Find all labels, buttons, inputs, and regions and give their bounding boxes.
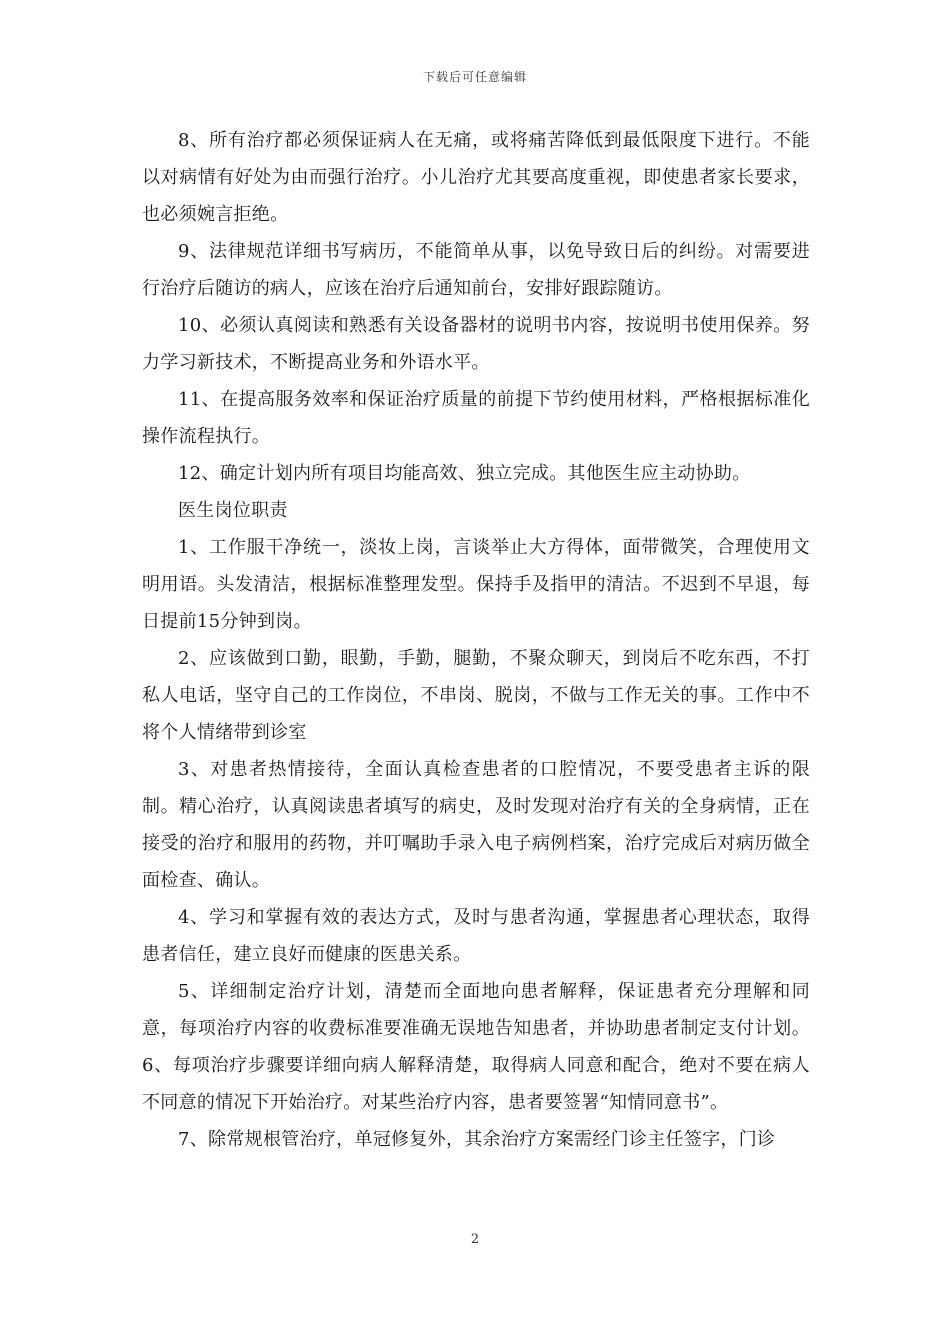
duty-item-1: 1、工作服干净统一，淡妆上岗，言谈举止大方得体，面带微笑，合理使用文明用语。头发清洁，根据标准整理发型。保持手及指甲的清洁。不迟到不早退，每日提前15分钟到岗。	[142, 537, 810, 632]
duty-item-5-6: 5、详细制定治疗计划，清楚而全面地向患者解释，保证患者充分理解和同意，每项治疗内容的收费标准要准确无误地告知患者，并协助患者制定支付计划。6、每项治疗步骤要详细向病人解释清楚，取得病人同意和配合，绝对不要在病人不同意的情况下开始治疗。对某些治疗内容，患者要签署“知情同意书”。	[142, 981, 810, 1113]
page-number: 2	[470, 1232, 480, 1247]
duty-item-2: 2、应该做到口勤，眼勤，手勤，腿勤，不聚众聊天，到岗后不吃东西，不打私人电话，坚守自己的工作岗位，不串岗、脱岗，不做与工作无关的事。工作中不将个人情绪带到诊室	[142, 648, 810, 743]
paragraph-item-10: 10、必须认真阅读和熟悉有关设备器材的说明书内容，按说明书使用保养。努力学习新技术，不断提高业务和外语水平。	[142, 315, 810, 373]
duty-item-4: 4、学习和掌握有效的表达方式，及时与患者沟通，掌握患者心理状态，取得患者信任，建立良好而健康的医患关系。	[142, 907, 810, 965]
paragraph-item-12: 12、确定计划内所有项目均能高效、独立完成。其他医生应主动协助。	[178, 463, 751, 484]
paragraph-item-9: 9、法律规范详细书写病历，不能简单从事，以免导致日后的纠纷。对需要进行治疗后随访的病人，应该在治疗后通知前台，安排好跟踪随访。	[142, 241, 810, 299]
section-heading: 医生岗位职责	[178, 500, 288, 521]
duty-item-3: 3、对患者热情接待，全面认真检查患者的口腔情况，不要受患者主诉的限制。精心治疗，认真阅读患者填写的病史，及时发现对治疗有关的全身病情，正在接受的治疗和服用的药物，并叮嘱助手录入电子病例档案，治疗完成后对病历做全面检查、确认。	[142, 759, 810, 891]
document-body	[142, 122, 810, 1158]
paragraph-item-8: 8、所有治疗都必须保证病人在无痛，或将痛苦降低到最低限度下进行。不能以对病情有好处为由而强行治疗。小儿治疗尤其要高度重视，即使患者家长要求，也必须婉言拒绝。	[142, 130, 810, 225]
duty-item-7: 7、除常规根管治疗，单冠修复外，其余治疗方案需经门诊主任签字，门诊	[178, 1129, 776, 1150]
paragraph-item-11: 11、在提高服务效率和保证治疗质量的前提下节约使用材料，严格根据标准化操作流程执行。	[142, 389, 810, 447]
header-note: 下载后可任意编辑	[422, 70, 527, 84]
